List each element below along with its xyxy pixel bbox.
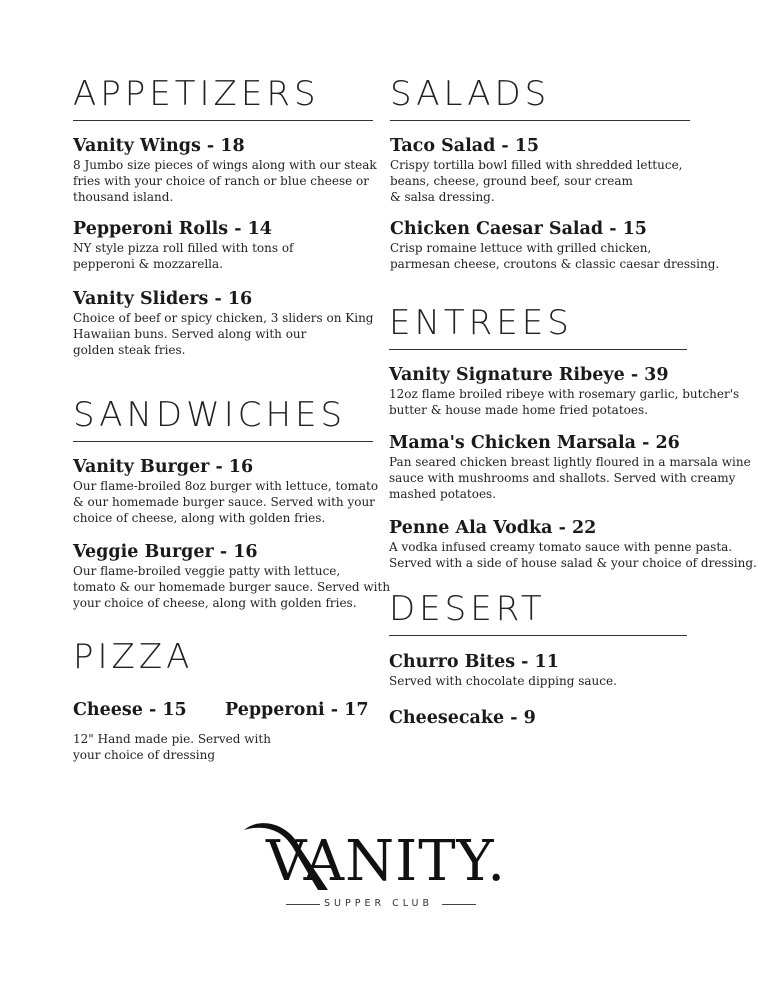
logo-tagline: SUPPER CLUB — [324, 898, 433, 909]
desc-line: your choice of cheese, along with golden fries. — [73, 596, 357, 610]
item-name: Cheese - 15 — [73, 700, 187, 720]
item-description — [73, 563, 390, 611]
menu-item — [389, 708, 536, 728]
item-description — [389, 386, 739, 418]
desc-line: NY style pizza roll filled with tons of — [73, 241, 294, 255]
menu-item — [390, 136, 683, 205]
desc-line: sauce with mushrooms and shallots. Served with creamy — [389, 471, 736, 485]
menu-item — [73, 219, 294, 272]
item-name: Veggie Burger - 16 — [73, 542, 258, 562]
item-name: Mama's Chicken Marsala - 26 — [389, 433, 680, 453]
desc-line: Our flame-broiled 8oz burger with lettuce, tomato — [73, 479, 379, 493]
menu-item — [389, 518, 757, 571]
desc-line: butter & house made home fried potatoes. — [389, 403, 648, 417]
item-description — [389, 673, 617, 689]
desert-section — [389, 589, 687, 728]
salads-section — [390, 74, 720, 271]
item-name: Vanity Burger - 16 — [73, 457, 254, 477]
item-description — [390, 157, 683, 205]
desc-line: Served with a side of house salad & your choice of dressing. — [389, 556, 757, 570]
desc-line: golden steak fries. — [73, 343, 186, 357]
item-name: Cheesecake - 9 — [389, 708, 536, 728]
desc-line: beans, cheese, ground beef, sour cream — [390, 174, 633, 188]
menu-item — [389, 433, 751, 502]
vanity-logo — [230, 818, 530, 918]
desc-line: your choice of dressing — [73, 748, 215, 762]
desc-line: fries with your choice of ranch or blue cheese or — [73, 174, 369, 188]
menu-item — [390, 219, 719, 272]
item-description — [73, 478, 378, 526]
logo-wordmark: VANITY. — [266, 829, 507, 894]
item-name: Vanity Wings - 18 — [73, 136, 245, 156]
desc-line: & our homemade burger sauce. Served with your — [73, 495, 375, 509]
item-description — [389, 454, 751, 502]
desert-divider — [389, 635, 687, 636]
sandwiches-divider — [73, 441, 373, 442]
item-description — [73, 157, 377, 205]
desert-heading: DESERT — [389, 589, 546, 629]
desc-line: Choice of beef or spicy chicken, 3 sliders on King — [73, 311, 374, 325]
logo-right-rule — [442, 904, 476, 905]
desc-line: Crisp romaine lettuce with grilled chicken, — [390, 241, 652, 255]
desc-line: Served with chocolate dipping sauce. — [389, 674, 617, 688]
item-name: Penne Ala Vodka - 22 — [389, 518, 597, 538]
item-description — [390, 240, 719, 272]
item-name: Chicken Caesar Salad - 15 — [390, 219, 647, 239]
menu-item — [225, 700, 369, 720]
desc-line: A vodka infused creamy tomato sauce with penne pasta. — [389, 540, 733, 554]
pizza-section — [73, 637, 373, 762]
menu-item — [73, 700, 187, 720]
item-name: Pepperoni - 17 — [225, 700, 369, 720]
item-description — [73, 310, 374, 358]
item-description — [73, 240, 294, 272]
menu-item — [73, 136, 377, 205]
desc-line: Hawaiian buns. Served along with our — [73, 327, 307, 341]
desc-line: Crispy tortilla bowl filled with shredded lettuce, — [390, 158, 683, 172]
desc-line: mashed potatoes. — [389, 487, 497, 501]
desc-line: 12oz flame broiled ribeye with rosemary garlic, butcher's — [389, 387, 740, 401]
entrees-section — [389, 303, 757, 570]
item-name: Vanity Sliders - 16 — [73, 289, 253, 309]
item-name: Churro Bites - 11 — [389, 652, 559, 672]
desc-line: tomato & our homemade burger sauce. Served with — [73, 580, 391, 594]
item-description — [389, 539, 757, 571]
menu-item — [73, 542, 390, 611]
desc-line: 12" Hand made pie. Served with — [73, 732, 271, 746]
entrees-heading: ENTREES — [389, 303, 573, 343]
desc-line: parmesan cheese, croutons & classic caesar dressing. — [390, 257, 720, 271]
menu-item — [389, 652, 617, 689]
appetizers-heading: APPETIZERS — [73, 74, 320, 114]
salads-divider — [390, 120, 690, 121]
pizza-heading: PIZZA — [73, 637, 194, 677]
desc-line: 8 Jumbo size pieces of wings along with our steak — [73, 158, 377, 172]
entrees-divider — [389, 349, 687, 350]
appetizers-section — [73, 74, 377, 357]
item-name: Vanity Signature Ribeye - 39 — [389, 365, 669, 385]
menu-item — [73, 289, 374, 358]
appetizers-divider — [73, 120, 373, 121]
desc-line: choice of cheese, along with golden fries. — [73, 511, 326, 525]
item-name: Pepperoni Rolls - 14 — [73, 219, 272, 239]
desc-line: thousand island. — [73, 190, 174, 204]
desc-line: Pan seared chicken breast lightly floured in a marsala wine — [389, 455, 751, 469]
desc-line: pepperoni & mozzarella. — [73, 257, 223, 271]
desc-line: & salsa dressing. — [390, 190, 495, 204]
item-description — [73, 731, 271, 763]
salads-heading: SALADS — [390, 74, 551, 114]
menu-item — [389, 365, 739, 418]
sandwiches-heading: SANDWICHES — [73, 395, 347, 435]
item-name: Taco Salad - 15 — [390, 136, 540, 156]
logo-left-rule — [286, 904, 320, 905]
sandwiches-section — [73, 395, 391, 610]
menu-item — [73, 457, 378, 526]
desc-line: Our flame-broiled veggie patty with lettuce, — [73, 564, 341, 578]
